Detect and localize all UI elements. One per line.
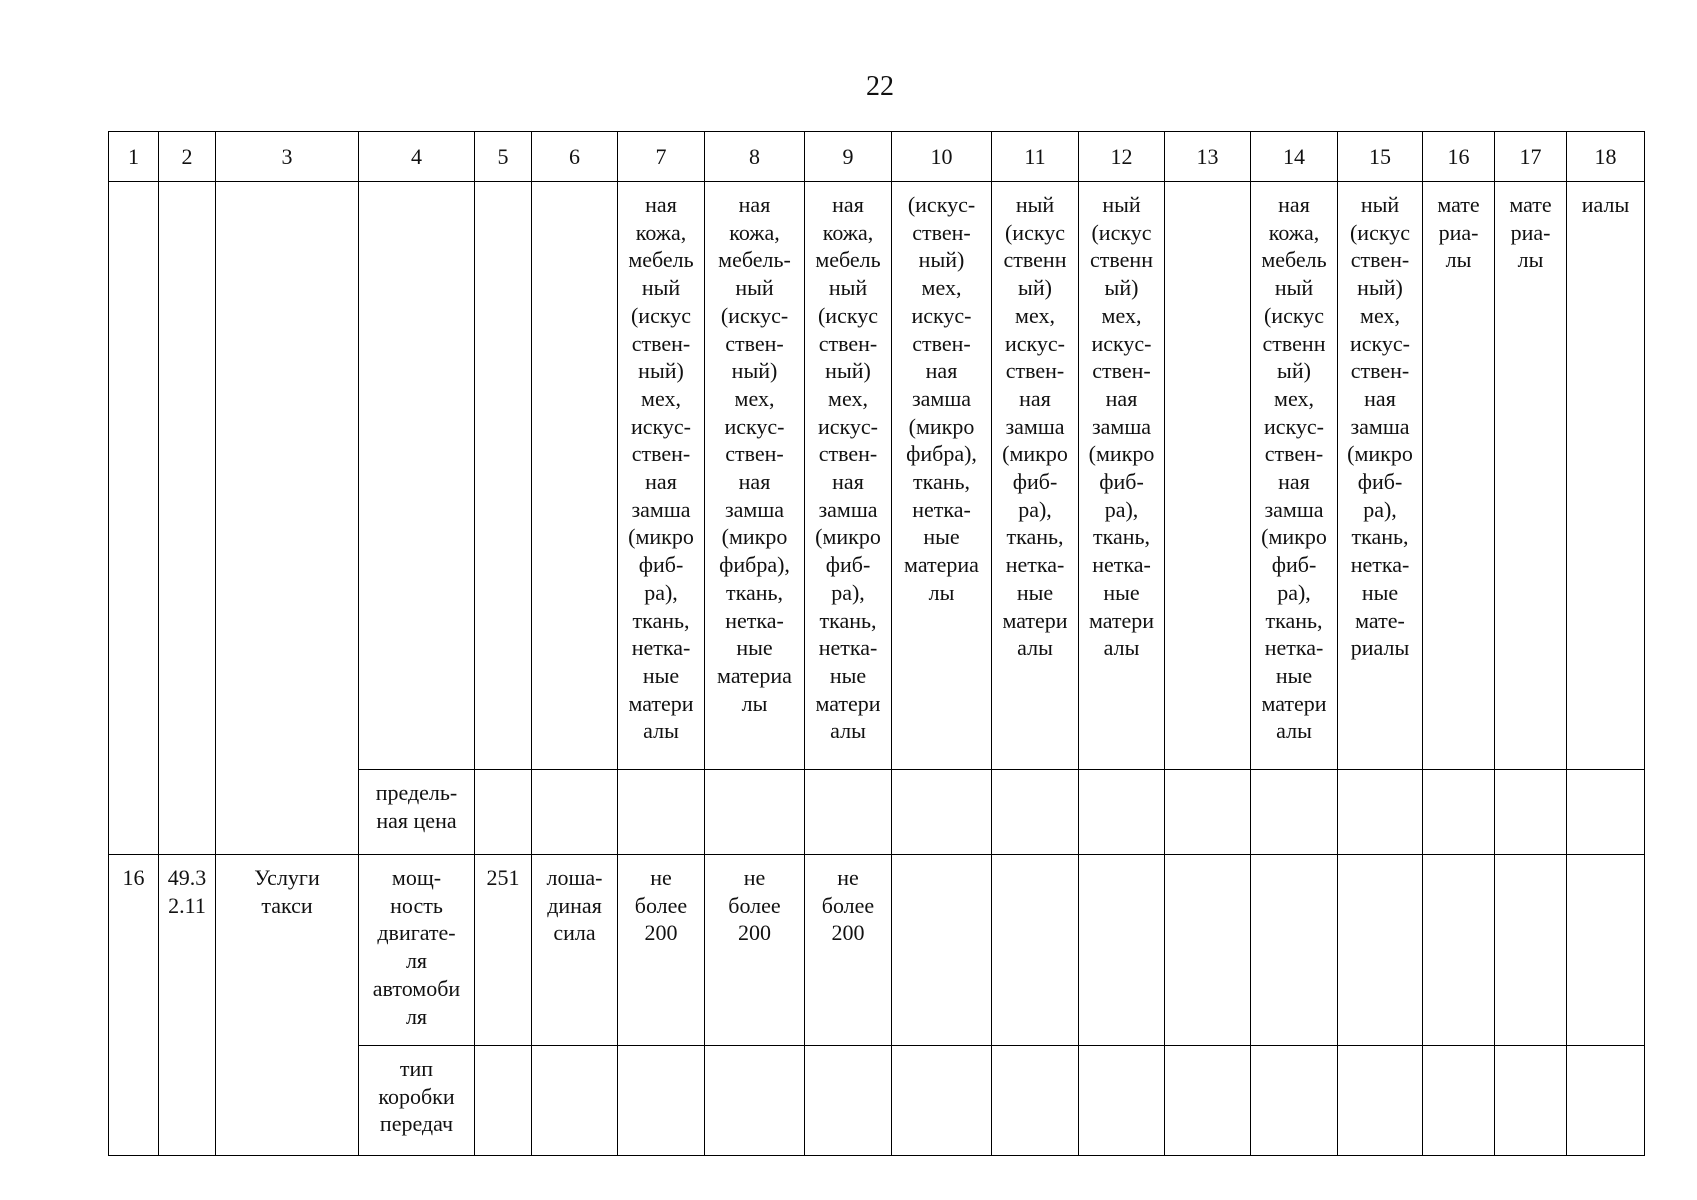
table-cell	[475, 1046, 532, 1156]
header-cell: 10	[892, 132, 992, 182]
table-cell	[805, 770, 892, 855]
table-cell	[532, 182, 618, 770]
table-cell	[892, 770, 992, 855]
table-cell: ная кожа, мебель ный (искус ствен- ный) мех, искус- ствен- ная замша (микро фиб- ра), ткань, нетка- ные матери алы	[805, 182, 892, 770]
table-cell: ный (искус ствен- ный) мех, искус- ствен- ная замша (микро фиб- ра), ткань, нетка- ные мате- риалы	[1338, 182, 1423, 770]
table-cell	[1079, 770, 1165, 855]
table-cell	[892, 855, 992, 1046]
table-cell	[1423, 1046, 1495, 1156]
header-cell: 3	[216, 132, 359, 182]
specifications-table	[108, 131, 1645, 1156]
header-cell: 6	[532, 132, 618, 182]
row-number-cell: 16	[109, 855, 159, 1156]
table-cell: мате риа- лы	[1495, 182, 1567, 770]
table-cell	[705, 770, 805, 855]
page-number: 22	[866, 71, 894, 102]
table-cell: иалы	[1567, 182, 1645, 770]
value-cell: не более 200	[805, 855, 892, 1046]
table-cell: ная кожа, мебель ный (искус ствен- ный) мех, искус- ствен- ная замша (микро фиб- ра), ткань, нетка- ные матери алы	[618, 182, 705, 770]
table-cell	[1165, 182, 1251, 770]
header-cell: 7	[618, 132, 705, 182]
taxi-row	[109, 855, 1645, 1046]
header-cell: 1	[109, 132, 159, 182]
header-cell: 4	[359, 132, 475, 182]
continuation-row	[109, 182, 1645, 770]
table-cell	[1251, 1046, 1338, 1156]
table-cell	[159, 182, 216, 855]
table-cell: ный (искус ственн ый) мех, искус- ствен- ная замша (микро фиб- ра), ткань, нетка- ные матери алы	[1079, 182, 1165, 770]
table-cell	[216, 182, 359, 855]
header-cell: 13	[1165, 132, 1251, 182]
table-cell: ный (искус ственн ый) мех, искус- ствен- ная замша (микро фиб- ра), ткань, нетка- ные матери алы	[992, 182, 1079, 770]
table-cell	[1423, 770, 1495, 855]
table-cell	[1165, 770, 1251, 855]
unit-name-cell: лоша- диная сила	[532, 855, 618, 1046]
table-cell	[1338, 770, 1423, 855]
header-cell: 12	[1079, 132, 1165, 182]
price-label-cell: предель- ная цена	[359, 770, 475, 855]
table-cell: ная кожа, мебель- ный (искус- ствен- ный) мех, искус- ствен- ная замша (микро фибра), ткань, нетка- ные материа лы	[705, 182, 805, 770]
header-cell: 14	[1251, 132, 1338, 182]
table-cell	[805, 1046, 892, 1156]
header-cell: 5	[475, 132, 532, 182]
gearbox-label-cell: тип коробки передач	[359, 1046, 475, 1156]
characteristic-cell: мощ- ность двигате- ля автомоби ля	[359, 855, 475, 1046]
table-cell	[992, 770, 1079, 855]
table-cell	[109, 182, 159, 855]
table-cell	[705, 1046, 805, 1156]
okpd-code-cell: 49.3 2.11	[159, 855, 216, 1156]
header-cell: 8	[705, 132, 805, 182]
table-cell	[1567, 770, 1645, 855]
table-cell	[359, 182, 475, 770]
table-cell	[1423, 855, 1495, 1046]
value-cell: не более 200	[705, 855, 805, 1046]
table-cell	[1338, 855, 1423, 1046]
table-cell	[1079, 855, 1165, 1046]
header-row	[109, 132, 1645, 182]
table-cell	[992, 855, 1079, 1046]
unit-code-cell: 251	[475, 855, 532, 1046]
table-cell	[532, 770, 618, 855]
table-cell	[1079, 1046, 1165, 1156]
table-cell: мате риа- лы	[1423, 182, 1495, 770]
table-cell	[1495, 770, 1567, 855]
header-cell: 18	[1567, 132, 1645, 182]
table-cell	[1338, 1046, 1423, 1156]
header-cell: 9	[805, 132, 892, 182]
table-cell	[1495, 855, 1567, 1046]
table-cell	[475, 182, 532, 770]
table-cell	[618, 770, 705, 855]
table-cell	[532, 1046, 618, 1156]
header-cell: 11	[992, 132, 1079, 182]
table-cell	[1165, 855, 1251, 1046]
table-cell	[992, 1046, 1079, 1156]
table-cell	[1567, 1046, 1645, 1156]
table-cell	[1251, 855, 1338, 1046]
table-cell	[1251, 770, 1338, 855]
table-cell: ная кожа, мебель ный (искус ственн ый) мех, искус- ствен- ная замша (микро фиб- ра), ткань, нетка- ные матери алы	[1251, 182, 1338, 770]
table-cell: (искус- ствен- ный) мех, искус- ствен- ная замша (микро фибра), ткань, нетка- ные материа лы	[892, 182, 992, 770]
table-cell	[618, 1046, 705, 1156]
header-cell: 17	[1495, 132, 1567, 182]
value-cell: не более 200	[618, 855, 705, 1046]
service-name-cell: Услуги такси	[216, 855, 359, 1156]
header-cell: 16	[1423, 132, 1495, 182]
table-cell	[1495, 1046, 1567, 1156]
header-cell: 15	[1338, 132, 1423, 182]
table-cell	[892, 1046, 992, 1156]
table-cell	[475, 770, 532, 855]
header-cell: 2	[159, 132, 216, 182]
table-cell	[1165, 1046, 1251, 1156]
table-cell	[1567, 855, 1645, 1046]
